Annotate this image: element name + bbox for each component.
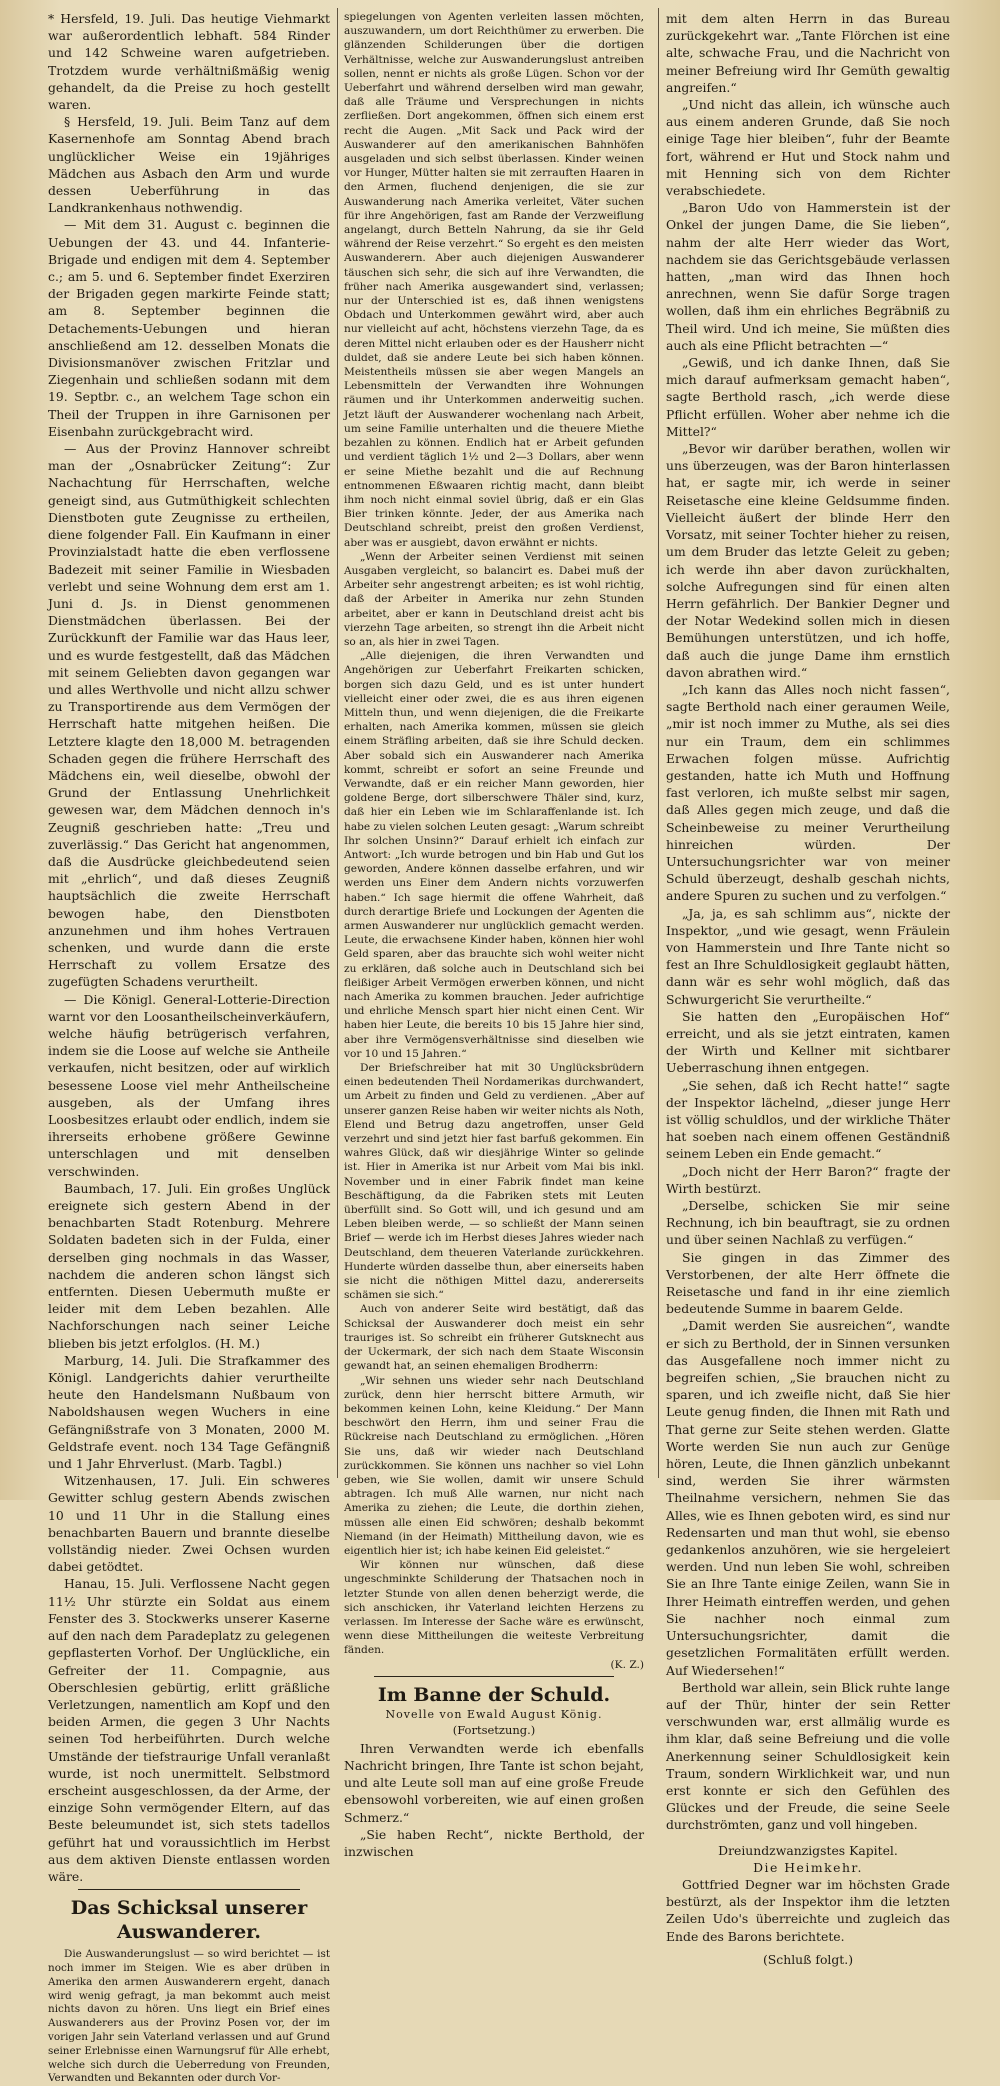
novel-text: „Sie haben Recht“, nickte Berthold, der inzwischen	[344, 1826, 644, 1859]
novel-text: „Derselbe, schicken Sie mir seine Rechnung, ich bin beauftragt, sie zu ordnen und über seinen Nachlaß zu verfügen.“	[666, 1198, 950, 1248]
novel-text: mit dem alten Herrn in das Bureau zurückgekehrt war. „Tante Flörchen ist eine alte, schwache Frau, und die Nachricht von meiner Befreiung wird Ihr Gemüth gewaltig angreifen.“	[666, 11, 950, 95]
novel-text: Ihren Verwandten werde ich ebenfalls Nachricht bringen, Ihre Tante ist schon bejaht, und alte Leute soll man auf eine große Freude ebensowohl vorbereiten, wie auf einen großen Schmerz.“	[344, 1740, 644, 1825]
news-hersfeld-dance: § Hersfeld, 19. Juli. Beim Tanz auf dem Kasernenhofe am Sonntag Abend brach unglücklicher Weise ein 19jähriges Mädchen aus Asbach den Arm und wurde dessen Ueberführung in das Landkrankenhaus nothwendig.	[48, 114, 330, 216]
article-emigrants-body: Der Briefschreiber hat mit 30 Unglücksbrüdern einen bedeutenden Theil Nordamerikas durchwandert, um Arbeit zu finden und Geld zu verdienen. „Aber auf unserer ganzen Reise haben wir weiter nichts als Noth, Elend und Betrug dazu angetroffen, unser Geld verzehrt und sind jetzt hier fast barfuß gekommen. Ein wahres Glück, daß wir diesjährige Winter so gelinde ist. Hier in Amerika ist nur Arbeit vom Mai bis inkl. November und in einer Fabrik findet man keine Beschäftigung, da die Fabriken stets mit Leuten überfüllt sind. So Gott will, und ich gesund und am Leben bleiben werde, — so schließt der Mann seinen Brief — werde ich im Herbst dieses Jahres wieder nach Deutschland, dem theueren Vaterlande zurückkehren. Hunderte würden dasselbe thun, aber einerseits haben sie nicht die nöthigen Mittel dazu, andererseits schämen sie sich.“	[344, 1062, 644, 1302]
novel-author: Novelle von Ewald August König.	[385, 1707, 603, 1721]
novel-title: Im Banne der Schuld.	[377, 1683, 611, 1706]
novel-text: „Sie sehen, daß ich Recht hatte!“ sagte der Inspektor lächelnd, „dieser junge Herr ist völlig schuldlos, und der wirkliche Thäter hat soeben nach einem offenen Geständniß seinem Leben ein Ende gemacht.“	[666, 1077, 950, 1162]
column-right	[666, 10, 950, 1967]
novel-text: „Baron Udo von Hammerstein ist der Onkel der jungen Dame, die Sie lieben“, nahm der alte Herr wieder das Wort, nachdem sie das Gerichtsgebäude verlassen hatten, „man wird das Ihnen hoch anrechnen, wenn Sie dafür Sorge tragen wollen, daß ihm ein ehrliches Begräbniß zu Theil wird. Und ich meine, Sie müßten dies auch als eine Pflicht betrachten —“	[666, 200, 950, 353]
novel-text: Berthold war allein, sein Blick ruhte lange auf der Thür, hinter der sein Retter verschwunden war, erst allmälig wurde es ihm klar, daß seine Befreiung und die volle Anerkennung seiner Schuldlosigkeit kein Traum, sondern Wirklichkeit war, und nun erst konnte er sich den Gefühlen des Glückes und der Freude, die seine Seele durchströmten, ganz und voll hingeben.	[666, 1679, 950, 1833]
novel-text: „Und nicht das allein, ich wünsche auch aus einem anderen Grunde, daß Sie noch einige Tage hier bleiben“, fuhr der Beamte fort, während er Hut und Stock nahm und mit Henning sich von dem Richter verabschiedete.	[666, 97, 950, 199]
novel-text: „Gewiß, und ich danke Ihnen, daß Sie mich darauf aufmerksam gemacht haben“, sagte Berthold rasch, „ich werde diese Pflicht erfüllen. Woher aber nehme ich die Mittel?“	[666, 355, 950, 439]
news-hanau: Hanau, 15. Juli. Verflossene Nacht gegen 11½ Uhr stürzte ein Soldat aus einem Fenster des 3. Stockwerks unserer Kaserne auf den nach dem Paradeplatz zu gelegenen gepflasterten Vorhof. Der Unglückliche, ein Gefreiter der 11. Compagnie, aus Oberschlesien gebürtig, erlitt gräßliche Verletzungen, namentlich am Kopf und den beiden Armen, die gegen 3 Uhr Nachts seinen Tod herbeiführten. Durch welche Umstände der tiefstraurige Unfall veranlaßt wurde, ist noch unermittelt. Selbstmord erscheint ausgeschlossen, da der Arme, der einzige Sohn vermögender Eltern, auf das Beste beleumundet ist, sich stets tadellos geführt hat und voraussichtlich im Herbst aus dem aktiven Dienste entlassen worden wäre.	[48, 1576, 330, 1884]
novel-text: „Bevor wir darüber berathen, wollen wir uns überzeugen, was der Baron hinterlassen hat, er sagte mir, ich werde in seiner Reisetasche eine kleine Geldsumme finden. Vielleicht äußert der blinde Herr den Vorsatz, mit seiner Tochter hieher zu reisen, um dem Bruder das letzte Geleit zu geben; ich werde ihn aber davon zurückhalten, solche Aufregungen sind für einen alten Herrn gefährlich. Der Bankier Degner und der Notar Wedekind sollen mich in diesen Bemühungen unterstützen, und ich hoffe, daß auch die junge Dame ihm ernstlich davon abrathen wird.“	[666, 441, 950, 680]
article-emigrants-body: „Wenn der Arbeiter seinen Verdienst mit seinen Ausgaben vergleicht, so balancirt es. Dabei muß der Arbeiter sehr angestrengt arbeiten; es ist wohl richtig, daß der Arbeiter in Amerika nur zehn Stunden arbeitet, aber er kann in Deutschland dreist acht bis vierzehn Tage arbeiten, so strengt ihn die Arbeit nicht so an, als hier in zwei Tagen.	[344, 550, 644, 648]
to-be-continued: (Schluß folgt.)	[762, 1951, 854, 1967]
novel-text: Sie hatten den „Europäischen Hof“ erreicht, und als sie jetzt eintraten, kamen der Wirth und Kellner mit sichtbarer Ueberraschung ihnen entgegen.	[666, 1008, 950, 1076]
novel-text: „Damit werden Sie ausreichen“, wandte er sich zu Berthold, der in Sinnen versunken das Ausgefallene noch immer nicht zu begreifen schien, „Sie brauchen nicht zu sparen, und ich zweifle nicht, daß Sie hier Leute genug finden, die Ihnen mit Rath und That gerne zur Seite stehen werden. Glatte Worte werden Sie nun auch zur Genüge hören, Leute, die Ihnen gänzlich unbekannt sind, werden Sie ihrer wärmsten Theilnahme versichern, nehmen Sie das Alles, wie es Ihnen geboten wird, es sind nur Redensarten und man thut wohl, sie ebenso gedankenlos anzuhören, wie sie hergeleiert werden. Und nun leben Sie wohl, schreiben Sie an Ihre Tante einige Zeilen, wann Sie in Ihrer Heimath eintreffen werden, und gehen Sie nachher noch einmal zum Untersuchungsrichter, damit die gesetzlichen Formalitäten erfüllt werden. Auf Wiedersehen!“	[666, 1318, 950, 1678]
chapter-number: Dreiundzwanzigstes Kapitel.	[718, 1842, 898, 1858]
column-divider	[658, 8, 659, 1478]
news-witzenhausen: Witzenhausen, 17. Juli. Ein schweres Gewitter schlug gestern Abends zwischen 10 und 11 Uhr in die Stallung eines benachbarten Bauern und brannte dieselbe vollständig nieder. Zwei Ochsen wurden dabei getödtet.	[48, 1473, 330, 1575]
column-left	[48, 10, 330, 2085]
news-baumbach: Baumbach, 17. Juli. Ein großes Unglück ereignete sich gestern Abend in der benachbarten Stadt Rotenburg. Mehrere Soldaten badeten sich in der Fulda, einer derselben ging nochmals in das Wasser, nachdem die anderen schon längst sich entfernten. Diesen Uebermuth mußte er leider mit dem Leben bezahlen. Alle Nachforschungen nach seiner Leiche blieben bis jetzt erfolglos. (H. M.)	[48, 1180, 330, 1351]
news-hersfeld-market: * Hersfeld, 19. Juli. Das heutige Viehmarkt war außerordentlich lebhaft. 584 Rinder und 142 Schweine waren aufgetrieben. Trotzdem wurde verhältnißmäßig wenig gehandelt, da die Preise zu hoch gestellt waren.	[48, 11, 330, 113]
article-source: (K. Z.)	[610, 1658, 644, 1671]
column-middle	[344, 10, 644, 1859]
news-lottery-warning: — Die Königl. General-Lotterie-Direction warnt vor den Loosantheilscheinverkäufern, welche häufig betrügerisch verfahren, indem sie die Loose auf welche sie Antheile verkaufen, nicht besitzen, oder auf wirklich besessene Loose viel mehr Antheilscheine ausgeben, als der Umfang ihres Loosbesitzes erlaubt oder endlich, indem sie ihrerseits erhobene größere Gewinne unterschlagen und mit denselben verschwinden.	[48, 991, 330, 1179]
article-emigrants-body: „Wir sehnen uns wieder sehr nach Deutschland zurück, denn hier herrscht bittere Armuth, wir bekommen keinen Lohn, keine Kleidung.“ Der Mann beschwört den Herrn, ihm und seiner Frau die Rückreise nach Deutschland zu ermöglichen. „Hören Sie uns, daß wir wieder nach Deutschland zurückkommen. Sie können uns nachher so viel Lohn geben, wie Sie wollen, damit wir unsere Schuld abtragen. Ich muß Alle warnen, nur nicht nach Amerika zu ziehen; die Leute, die dorthin ziehen, müssen alle einen Eid schwören; deshalb bekommt Niemand (in der Heimath) Mittheilung davon, wie es eigentlich hier ist; ich habe keinen Eid geleistet.“	[344, 1374, 644, 1557]
section-divider	[374, 1676, 614, 1677]
novel-text: „Ich kann das Alles noch nicht fassen“, sagte Berthold nach einer geraumen Weile, „mir ist noch immer zu Muthe, als sei dies nur ein Traum, dem ein schlimmes Erwachen folgen müsse. Aufrichtig gestanden, hatte ich Muth und Hoffnung fast verloren, ich mußte selbst mir sagen, daß Alles gegen mich zeuge, und daß die Scheinbeweise zu meiner Verurtheilung hinreichen würden. Der Untersuchungsrichter war von meiner Schuld überzeugt, deshalb geschah nichts, andere Spuren zu suchen und zu verfolgen.“	[666, 681, 950, 904]
news-military-exercises: — Mit dem 31. August c. beginnen die Uebungen der 43. und 44. Infanterie-Brigade und endigen mit dem 4. September c.; am 5. und 6. September findet Exerziren der Brigaden gegen markirte Feinde statt; am 8. September beginnen die Detachements-Uebungen und hieran anschließend am 12. desselben Monats die Divisionsmanöver zwischen Fritzlar und Ziegenhain und schließen sodann mit dem 19. Septbr. c., an welchem Tage schon ein Theil der Truppen in ihre Garnisonen per Eisenbahn zurückgebracht wird.	[48, 217, 330, 439]
novel-continuation: (Fortsetzung.)	[452, 1722, 536, 1737]
article-emigrants-body: spiegelungen von Agenten verleiten lassen möchten, auszuwandern, um dort Reichthümer zu erwerben. Die glänzenden Schilderungen über die dortigen Verhältnisse, welche zur Auswanderungslust antreiben sollen, nennt er nichts als große Lügen. Schon vor der Ueberfahrt und während derselben wird man gewahr, daß alle Träume und Versprechungen in nichts zerfließen. Dort angekommen, öffnen sich einem erst recht die Augen. „Mit Sack und Pack wird der Auswanderer auf den amerikanischen Bahnhöfen ausgeladen und sich selbst überlassen. Kinder weinen vor Hunger, Mütter halten sie mit zerrauften Haaren in den Armen, fluchend denjenigen, die sie zur Auswanderung nach Amerika verleitet, Väter suchen für ihre Angehörigen, fast am Rande der Verzweiflung angelangt, durch Betteln Nahrung, da sie ihr Geld während der Reise verzehrt.“ So ergeht es den meisten Auswanderern. Aber auch diejenigen Auswanderer täuschen sich sehr, die sich auf ihre Verwandten, die früher nach Amerika ausgewandert sind, verlassen; nur der Unterschied ist es, daß ihnen wenigstens Obdach und Unterkommen gewährt wird, aber auch nur vielleicht auf acht, höchstens vierzehn Tage, da es deren Mittel nicht erlauben oder es der Hausherr nicht duldet, daß sie andere Leute bei sich haben können. Meistentheils müssen sie aber wegen Mangels an Lebensmitteln der Verwandten ihre Wohnungen räumen und ihr Unterkommen anderweitig suchen. Jetzt läuft der Auswanderer wochenlang nach Arbeit, um seine Familie unterhalten und die theuere Miethe bezahlen zu können. Endlich hat er Arbeit gefunden und verdient täglich 1½ und 2—3 Dollars, aber wenn er seine Miethe bezahlt und die auf Rechnung entnommenen Eßwaaren richtig macht, dann bleibt ihm noch nicht einmal soviel übrig, daß er ein Glas Bier trinken könnte. Jeder, der aus Amerika nach Deutschland schreibt, preist den großen Verdienst, aber was er ausgiebt, davon erwähnt er nichts.	[344, 11, 644, 549]
news-marburg: Marburg, 14. Juli. Die Strafkammer des Königl. Landgerichts dahier verurtheilte heute den Handelsmann Nußbaum von Naboldshausen wegen Wuchers in eine Gefängnißstrafe von 3 Monaten, 2000 M. Geldstrafe event. noch 134 Tage Gefängniß und 1 Jahr Ehrverlust. (Marb. Tagbl.)	[48, 1352, 330, 1472]
article-emigrants-body: „Alle diejenigen, die ihren Verwandten und Angehörigen zur Ueberfahrt Freikarten schicken, borgen sich dazu Geld, und es ist unter hundert vielleicht einer oder zwei, die es aus ihren eigenen Mitteln thun, und wenn diejenigen, die die Freikarte erhalten, nach Amerika kommen, müssen sie gleich einem Sträfling arbeiten, daß sie ihre Schuld decken. Aber sobald sich ein Auswanderer nach Amerika kommt, schreibt er sofort an seine Freunde und Verwandte, daß er ein reicher Mann geworden, hier goldene Berge, dort silberschwere Thäler sind, kurz, daß hier ein Leben wie im Schlaraffenlande ist. Ich habe zu vielen solchen Leuten gesagt: „Warum schreibt Ihr solchen Unsinn?“ Darauf erhielt ich einfach zur Antwort: „Ich wurde betrogen und bin Hab und Gut los geworden, Andere können dasselbe erfahren, und wir werden uns Einer dem Andern nichts vorzuwerfen haben.“ Ich sage hiermit die offene Wahrheit, daß durch derartige Briefe und Lockungen der Agenten die armen Auswanderer nur unglücklich gemacht werden. Leute, die erwachsene Kinder haben, können hier wohl Geld sparen, aber das brauchte sich wohl weiter nicht zu erklären, daß solche auch in Deutschland sich bei fleißiger Arbeit Vermögen erwerben können, und nicht nach Amerika zu kommen brauchen. Jeder aufrichtige und ehrliche Mensch spart hier nicht einen Cent. Wir haben hier Leute, die bereits 10 bis 15 Jahre hier sind, aber ihre Vermögensverhältnisse sind dieselben wie vor 10 und 15 Jahren.“	[344, 650, 644, 1060]
novel-text: „Doch nicht der Herr Baron?“ fragte der Wirth bestürzt.	[666, 1163, 950, 1196]
article-emigrants-intro: Die Auswanderungslust — so wird berichtet — ist noch immer im Steigen. Wie es aber drüben in Amerika den armen Auswanderern ergeht, danach wird wenig gefragt, ja man bekommt auch meist nichts davon zu hören. Uns liegt ein Brief eines Auswanderers aus der Provinz Posen vor, der im vorigen Jahr sein Vaterland verlassen und auf Grund seiner Erlebnisse einen Warnungsruf für Alle erhebt, welche sich durch die Ueberredung von Freunden, Verwandten und Bekannten oder durch Vor-	[48, 1948, 330, 2085]
article-headline: Das Schicksal unserer Auswanderer.	[70, 1897, 308, 1944]
novel-text: Sie gingen in das Zimmer des Verstorbenen, der alte Herr öffnete die Reisetasche und fand in ihr eine ziemlich bedeutende Summe in baarem Gelde.	[666, 1249, 950, 1317]
article-emigrants-body: Auch von anderer Seite wird bestätigt, daß das Schicksal der Auswanderer doch meist ein sehr trauriges ist. So schreibt ein früherer Gutsknecht aus der Uckermark, der sich nach dem Staate Wisconsin gewandt hat, an seinen ehemaligen Brodherrn:	[344, 1303, 644, 1373]
news-hannover-servants: — Aus der Provinz Hannover schreibt man der „Osnabrücker Zeitung“: Zur Nachachtung für Herrschaften, welche geneigt sind, aus Gutmüthigkeit schlechten Dienstboten gute Zeugnisse zu ertheilen, diene folgender Fall. Ein Kaufmann in einer Provinzialstadt hatte die eben verflossene Badezeit mit seiner Familie in Wiesbaden verlebt und seine Wohnung dem erst am 1. Juni d. Js. in Dienst genommenen Dienstmädchen überlassen. Bei der Zurückkunft der Familie war das Haus leer, und es wurde festgestellt, daß das Mädchen mit seinem Geliebten davon gegangen war und alles Werthvolle und nicht allzu schwer zu Transportirende aus dem Vermögen der Herrschaft hatte mitgehen heißen. Die Letztere klagte den 18,000 M. betragenden Schaden gegen die frühere Herrschaft des Mädchens ein, weil dieselbe, obwohl der Grund der Entlassung Unehrlichkeit gewesen war, dem Mädchen dennoch in's Zeugniß geschrieben hatte: „Treu und zuverlässig.“ Das Gericht hat angenommen, daß die Ausdrücke gleichbedeutend seien mit „ehrlich“, und daß dieses Zeugniß hauptsächlich die zweite Herrschaft bewogen habe, den Dienstboten anzunehmen und ihm hohes Vertrauen schenken, und wurde dann die erste Herrschaft zu vollem Ersatze des zugefügten Schadens verurtheilt.	[48, 441, 330, 990]
column-divider	[337, 8, 338, 1478]
chapter-title: Die Heimkehr.	[753, 1859, 863, 1875]
novel-text: Gottfried Degner war im höchsten Grade bestürzt, als der Inspektor ihm die letzten Zeilen Udo's überreichte und zugleich das Ende des Barons berichtete.	[666, 1876, 950, 1944]
article-emigrants-body: Wir können nur wünschen, daß diese ungeschminkte Schilderung der Thatsachen noch in letzter Stunde von allen denen beherzigt werde, die sich anschicken, ihr Vaterland leichten Herzens zu verlassen. Im Interesse der Sache wäre es erwünscht, wenn diese Mittheilungen die weiteste Verbreitung fänden.	[344, 1559, 644, 1657]
novel-text: „Ja, ja, es sah schlimm aus“, nickte der Inspektor, „und wie gesagt, wenn Fräulein von Hammerstein und Ihre Tante nicht so fest an Ihre Schuldlosigkeit geglaubt hätten, dann wär es sehr wohl möglich, daß das Schwurgericht Sie verurtheilte.“	[666, 905, 950, 1007]
section-divider	[78, 1889, 300, 1890]
